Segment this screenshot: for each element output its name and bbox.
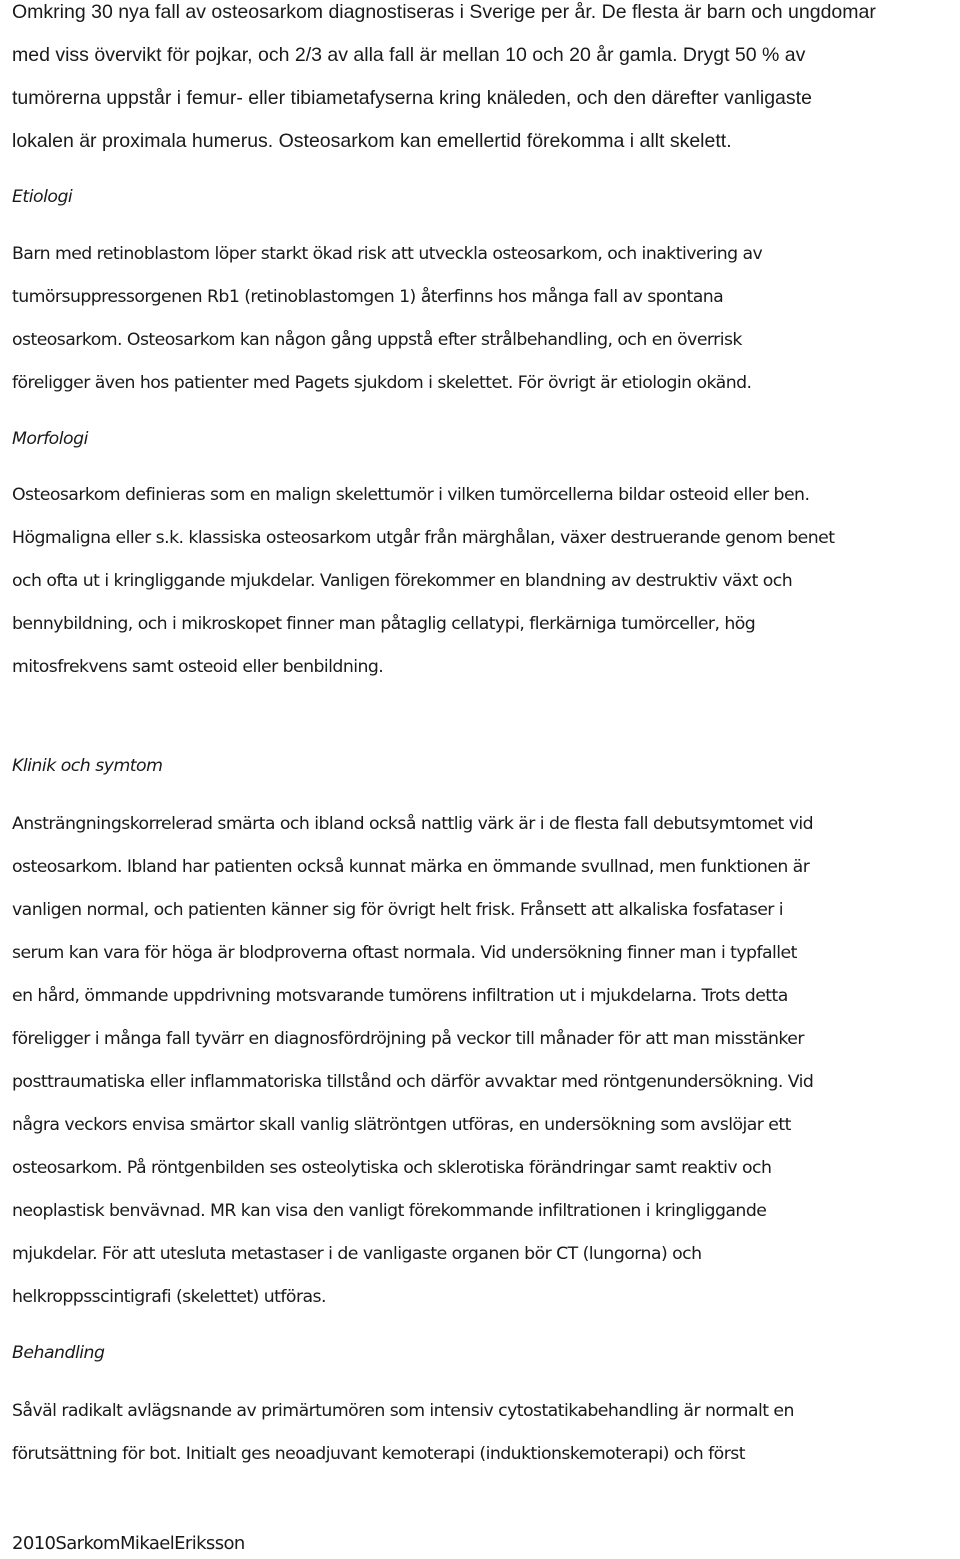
klinik-paragraph: Ansträngningskorrelerad smärta och ibland också nattlig värk är i de flesta fall debutsymtomet vid osteosarkom. Ibland har patienten också kunnat märka en ömmande svullnad, men funktionen är vanligen normal, och patienten känner sig för övrigt helt frisk. Frånsett att alkaliska fosfataser i serum kan vara för höga är blodproverna oftast normala. Vid undersökning finner man i typfallet en hård, ömmande uppdrivning motsvarande tumörens infiltration ut i mjukdelarna. Trots detta föreligger i många fall tyvärr en diagnosfördröjning på veckor till månader för att man misstänker posttraumatiska eller inflammatoriska tillstånd och därför avvaktar med röntgenundersökning. Vid några veckors envisa smärtor skall vanlig slätröntgen utföras, en undersökning som avslöjar ett osteosarkom. På röntgenbilden ses osteolytiska och sklerotiska förändringar samt reaktiv och neoplastisk benvävnad. MR kan visa den vanligt förekommande infiltrationen i kringliggande mjukdelar. För att utesluta metastaser i de vanligaste organen bör CT (lungorna) och helkroppsscintigrafi (skelettet) utföras. bbox=[12, 814, 814, 1307]
intro-paragraph: Omkring 30 nya fall av osteosarkom diagnostiseras i Sverige per år. De flesta är barn och ungdomar med viss övervikt för pojkar, och 2/3 av alla fall är mellan 10 och 20 år gamla. Drygt 50 % av tumörerna uppstår i femur- eller tibiametafyserna kring knäleden, och den därefter vanligaste lokalen är proximala humerus. Osteosarkom kan emellertid förekomma i allt skelett. bbox=[12, 1, 876, 152]
behandling-paragraph: Såväl radikalt avlägsnande av primärtumören som intensiv cytostatikabehandling är normalt en förutsättning för bot. Initialt ges neoadjuvant kemoterapi (induktionskemoterapi) och först bbox=[12, 1401, 794, 1464]
etiologi-paragraph: Barn med retinoblastom löper starkt ökad risk att utveckla osteosarkom, och inaktivering av tumörsuppressorgenen Rb1 (retinoblastomgen 1) återfinns hos många fall av spontana osteosarkom. Osteosarkom kan någon gång uppstå efter strålbehandling, och en överrisk föreligger även hos patienter med Pagets sjukdom i skelettet. För övrigt är etiologin okänd. bbox=[12, 244, 763, 393]
behandling-heading: Behandling bbox=[12, 1343, 105, 1363]
klinik-heading: Klinik och symtom bbox=[12, 756, 163, 776]
page-footer: 2010SarkomMikaelEriksson bbox=[12, 1533, 245, 1554]
etiologi-heading: Etiologi bbox=[12, 187, 73, 207]
morfologi-paragraph: Osteosarkom definieras som en malign skelettumör i vilken tumörcellerna bildar osteoid eller ben. Högmaligna eller s.k. klassiska osteosarkom utgår från märghålan, växer destruerande genom benet och ofta ut i kringliggande mjukdelar. Vanligen förekommer en blandning av destruktiv växt och bennybildning, och i mikroskopet finner man påtaglig cellatypi, flerkärniga tumörceller, hög mitosfrekvens samt osteoid eller benbildning. bbox=[12, 485, 835, 677]
morfologi-heading: Morfologi bbox=[12, 429, 88, 449]
